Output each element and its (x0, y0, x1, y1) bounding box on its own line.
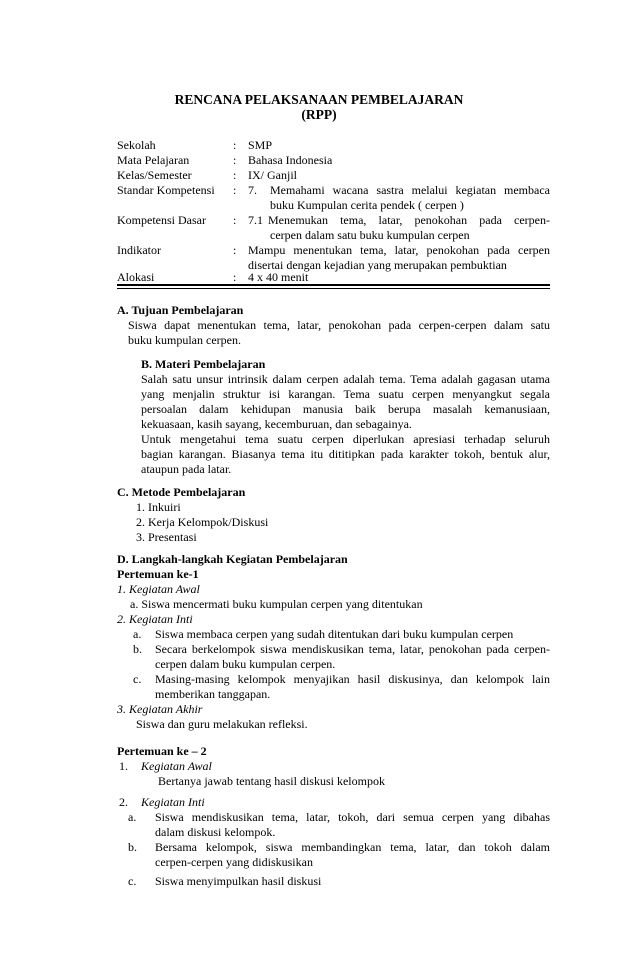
meeting-1-akhir-heading: 3. Kegiatan Akhir (117, 702, 203, 716)
list-marker: b. (128, 840, 137, 854)
divider-thick (117, 284, 550, 286)
meeting-2-awal-text: Bertanya jawab tentang hasil diskusi kelompok (158, 774, 385, 788)
meeting-1-awal-heading: 1. Kegiatan Awal (117, 582, 200, 596)
alokasi-value: 4 x 40 menit (248, 270, 309, 284)
meeting-2-inti-item: dalam diskusi kelompok. (155, 825, 276, 839)
kelas-label: Kelas/Semester (117, 168, 192, 182)
meeting-1-inti-item: Siswa membaca cerpen yang sudah ditentukan dari buku kumpulan cerpen (155, 627, 514, 641)
colon: : (233, 213, 237, 227)
meeting-1-awal-item: a. Siswa mencermati buku kumpulan cerpen yang ditentukan (130, 597, 423, 611)
meeting-1-inti-heading: 2. Kegiatan Inti (117, 612, 193, 626)
meeting-1-inti-item: Secara berkelompok siswa mendiskusikan tema, latar, penokohan pada cerpen- (155, 642, 550, 656)
kd-text-line: cerpen dalam satu buku kumpulan cerpen (270, 228, 470, 242)
kd-label: Kompetensi Dasar (117, 213, 206, 227)
colon: : (233, 138, 237, 152)
meeting-2-inti-item: cerpen-cerpen yang didiskusikan (155, 855, 313, 869)
method-item: 3. Presentasi (136, 530, 197, 544)
divider-thin (117, 288, 550, 289)
meeting-2-inti-item: Siswa mendiskusikan tema, latar, tokoh, dari semua cerpen yang dibahas (155, 810, 550, 824)
sekolah-value: SMP (248, 138, 273, 152)
section-b-text-line: yang menjalin struktur isi karangan. Tema suatu cerpen menyangkut segala (141, 387, 550, 401)
mapel-label: Mata Pelajaran (117, 153, 190, 167)
colon: : (233, 168, 237, 182)
section-c-heading: C. Metode Pembelajaran (117, 485, 246, 499)
sk-text-line: Memahami wacana sastra melalui kegiatan membaca (270, 183, 550, 197)
indikator-label: Indikator (117, 243, 161, 257)
method-item: 2. Kerja Kelompok/Diskusi (136, 515, 269, 529)
meeting-2-awal-heading: Kegiatan Awal (141, 759, 212, 773)
sk-number: 7. (248, 183, 257, 197)
section-a-text-line: Siswa dapat menentukan tema, latar, penokohan pada cerpen-cerpen dalam satu (128, 318, 550, 332)
meeting-2-inti-item: Bersama kelompok, siswa membandingkan tema, latar, dan tokoh dalam (155, 840, 550, 854)
kelas-value: IX/ Ganjil (248, 168, 297, 182)
sekolah-label: Sekolah (117, 138, 156, 152)
meeting-1-inti-item: cerpen dalam buku kumpulan cerpen. (155, 657, 336, 671)
section-b-text-line: bagian karangan. Biasanya tema itu dititipkan pada karakter tokoh, bentuk alur, (141, 447, 550, 461)
list-marker: b. (133, 642, 142, 656)
list-marker: 2. (119, 795, 128, 809)
sk-text-line: buku Kumpulan cerita pendek ( cerpen ) (270, 198, 464, 212)
section-b-text-line: kekuasaan, kasih sayang, kecemburuan, dan sebagainya. (141, 417, 412, 431)
kd-text-line: Menemukan tema, latar, penokohan pada cerpen- (268, 213, 550, 227)
meeting-1-inti-item: Masing-masing kelompok menyajikan hasil diskusinya, dan kelompok lain (155, 672, 550, 686)
meeting-2-inti-item: Siswa menyimpulkan hasil diskusi (155, 874, 322, 888)
indikator-text-line: Mampu menentukan tema, latar, penokohan pada cerpen (248, 243, 550, 257)
indikator-text-line: disertai dengan kejadian yang merupakan pembuktian (248, 258, 507, 272)
meeting-1-inti-item: memberikan tanggapan. (155, 687, 271, 701)
section-b-text-line: Salah satu unsur intrinsik dalam cerpen adalah tema. Tema adalah gagasan utama (141, 372, 550, 386)
section-b-text-line: Untuk mengetahui tema suatu cerpen diperlukan apresiasi terhadap seluruh (141, 432, 550, 446)
meeting-1-heading: Pertemuan ke-1 (117, 567, 199, 581)
colon: : (233, 153, 237, 167)
list-marker: a. (133, 627, 142, 641)
kd-number: 7.1 (248, 213, 263, 227)
section-b-text-line: ataupun pada latar. (141, 462, 232, 476)
colon: : (233, 270, 237, 284)
colon: : (233, 183, 237, 197)
section-d-heading: D. Langkah-langkah Kegiatan Pembelajaran (117, 552, 348, 566)
meeting-2-inti-heading: Kegiatan Inti (141, 795, 205, 809)
colon: : (233, 243, 237, 257)
section-b-heading: B. Materi Pembelajaran (141, 357, 266, 371)
meeting-1-akhir-text: Siswa dan guru melakukan refleksi. (136, 717, 308, 731)
list-marker: c. (128, 874, 137, 888)
document-title: RENCANA PELAKSANAAN PEMBELAJARAN (174, 92, 464, 107)
meeting-2-heading: Pertemuan ke – 2 (117, 744, 207, 758)
list-marker: 1. (119, 759, 128, 773)
mapel-value: Bahasa Indonesia (248, 153, 333, 167)
section-a-text-line: buku kumpulan cerpen. (128, 333, 241, 347)
sk-label: Standar Kompetensi (117, 183, 215, 197)
document-subtitle: (RPP) (301, 107, 337, 122)
alokasi-label: Alokasi (117, 270, 155, 284)
list-marker: c. (133, 672, 142, 686)
section-a-heading: A. Tujuan Pembelajaran (117, 303, 244, 317)
method-item: 1. Inkuiri (136, 500, 181, 514)
section-b-text-line: persoalan dalam kehidupan manusia baik berupa masalah kemanusiaan, (141, 402, 550, 416)
list-marker: a. (128, 810, 137, 824)
